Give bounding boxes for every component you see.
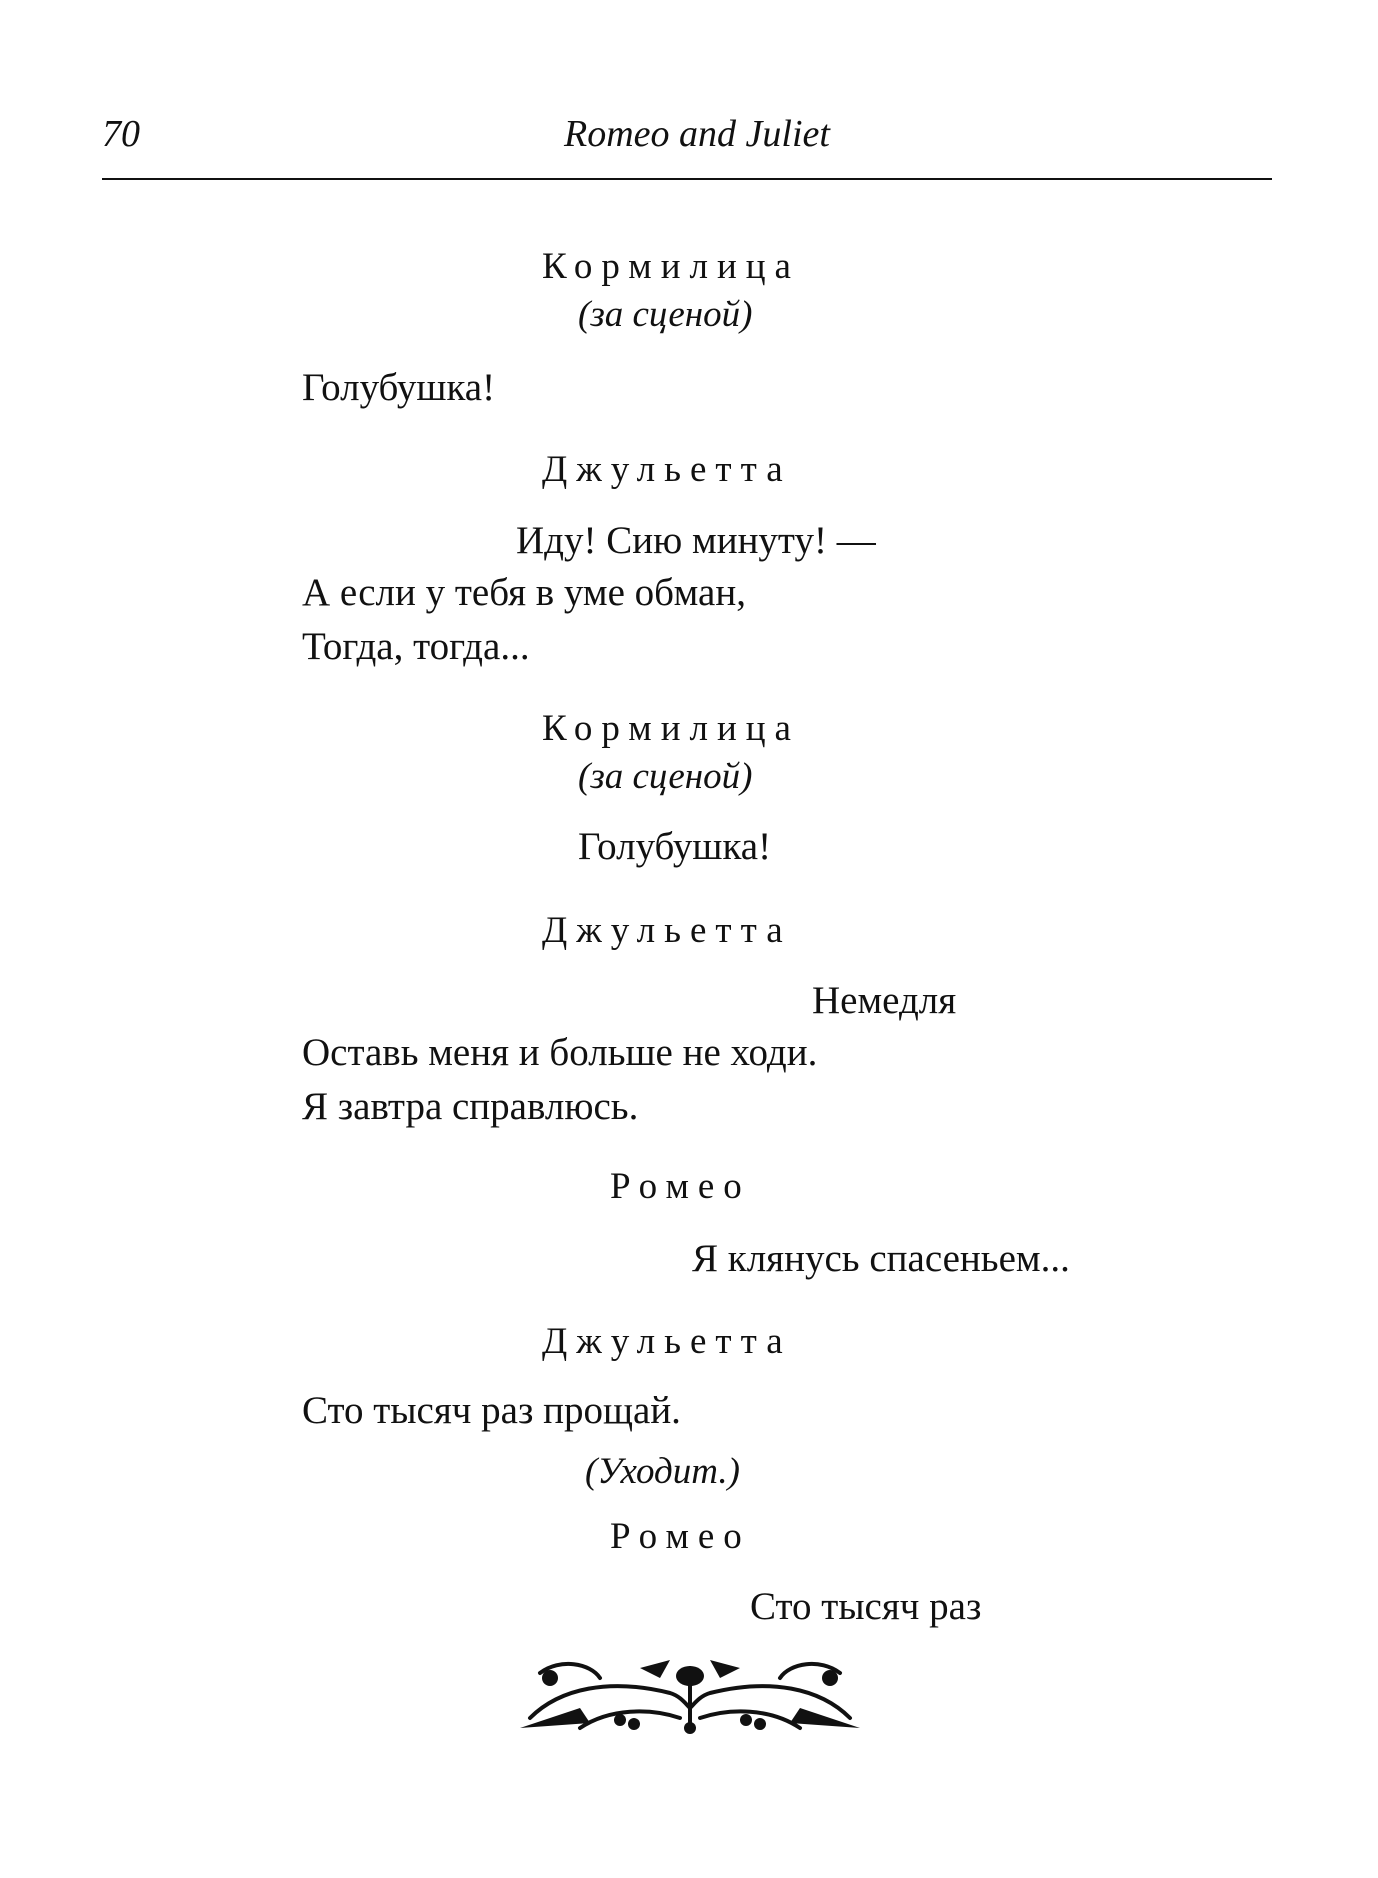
- speaker-name: Джульетта: [542, 910, 792, 951]
- speaker-name: Ромео: [610, 1166, 751, 1207]
- speaker-name: Кормилица: [542, 246, 800, 287]
- floral-ornament-icon: [520, 1648, 860, 1738]
- running-title: Romeo and Juliet: [564, 113, 830, 155]
- verse-line: Иду! Сию минуту! —: [516, 519, 876, 562]
- verse-line: Оставь меня и больше не ходи.: [302, 1031, 818, 1074]
- verse-line: Голубушка!: [302, 366, 496, 409]
- verse-line: Я клянусь спасеньем...: [692, 1237, 1070, 1280]
- stage-direction: (за сценой): [578, 756, 753, 797]
- page-number: 70: [102, 113, 140, 155]
- stage-direction: (Уходит.): [585, 1451, 740, 1492]
- verse-line: Немедля: [812, 979, 957, 1022]
- verse-line: Тогда, тогда...: [302, 625, 530, 668]
- speaker-name: Джульетта: [542, 449, 792, 490]
- verse-line: Голубушка!: [578, 825, 772, 868]
- stage-direction: (за сценой): [578, 294, 753, 335]
- header-rule: [102, 178, 1272, 180]
- verse-line: Сто тысяч раз прощай.: [302, 1389, 681, 1432]
- verse-line: Сто тысяч раз: [750, 1585, 982, 1628]
- verse-line: Я завтра справлюсь.: [302, 1085, 639, 1128]
- page-header: [102, 112, 1272, 160]
- speaker-name: Кормилица: [542, 708, 800, 749]
- speaker-name: Джульетта: [542, 1321, 792, 1362]
- speaker-name: Ромео: [610, 1516, 751, 1557]
- verse-line: А если у тебя в уме обман,: [302, 571, 746, 614]
